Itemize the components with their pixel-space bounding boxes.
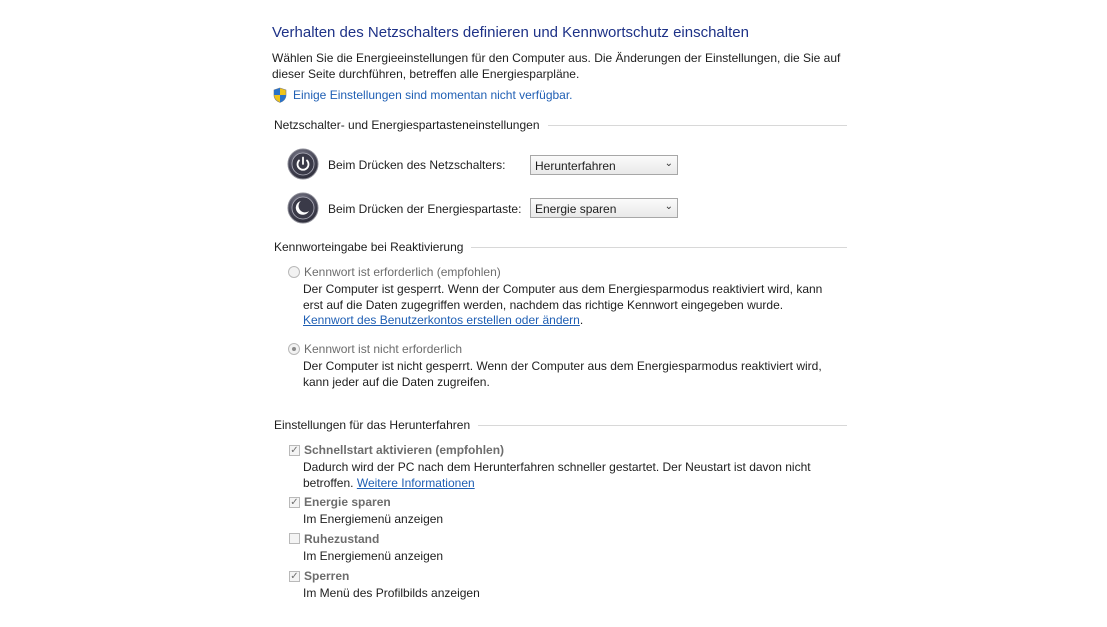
more-information-link[interactable]: Weitere Informationen: [356, 475, 475, 490]
power-button-icon: [287, 148, 319, 180]
hibernate-menu-checkbox[interactable]: [289, 533, 300, 544]
sleep-button-action-value: Energie sparen: [535, 202, 617, 216]
lock-menu-label: Sperren: [304, 569, 350, 583]
fast-startup-desc-line-1: Dadurch wird der PC nach dem Herunterfahren schneller gestartet. Der Neustart ist davon nicht: [303, 460, 811, 474]
password-not-required-desc-line-2: kann jeder auf die Daten zugreifen.: [303, 374, 490, 389]
power-buttons-group-title: Netzschalter- und Energiespartasteneinstellungen: [274, 118, 548, 132]
sleep-button-label: Beim Drücken der Energiespartaste:: [328, 202, 522, 216]
password-required-radio[interactable]: [288, 266, 300, 278]
lock-menu-description: Im Menü des Profilbilds anzeigen: [303, 586, 480, 600]
description-line-2: dieser Seite durchführen, betreffen alle Energiesparpläne.: [272, 66, 580, 81]
shutdown-group-title: Einstellungen für das Herunterfahren: [274, 418, 478, 432]
fast-startup-checkbox[interactable]: ✓: [290, 445, 299, 456]
lock-menu-checkbox[interactable]: ✓: [290, 571, 299, 582]
account-password-link-row: Kennwort des Benutzerkontos erstellen oder ändern.: [303, 313, 584, 327]
page-description: [272, 51, 842, 82]
hibernate-menu-description: Im Energiemenü anzeigen: [303, 549, 444, 563]
power-button-action-value: Herunterfahren: [535, 159, 616, 173]
power-button-action-select[interactable]: [530, 155, 678, 175]
page-title: Verhalten des Netzschalters definieren und Kennwortschutz einschalten: [272, 24, 749, 41]
unavailable-settings-link[interactable]: Einige Einstellungen sind momentan nicht verfügbar.: [293, 88, 573, 102]
unavailable-settings-row[interactable]: [272, 87, 573, 103]
password-required-description: [303, 282, 823, 329]
password-not-required-desc-line-1: Der Computer ist nicht gesperrt. Wenn der Computer aus dem Energiesparmodus reaktiviert wird,: [303, 359, 822, 373]
password-not-required-label: Kennwort ist nicht erforderlich: [304, 342, 463, 356]
fast-startup-desc-line-2-row: [303, 476, 823, 492]
sleep-button-action-select[interactable]: [530, 198, 678, 218]
fast-startup-description: [303, 460, 823, 491]
uac-shield-icon: [272, 87, 288, 103]
password-required-desc-line-1: Der Computer ist gesperrt. Wenn der Computer aus dem Energiesparmodus reaktiviert wird, kann: [303, 282, 823, 296]
password-group-header: [274, 238, 847, 256]
hibernate-menu-label: Ruhezustand: [304, 532, 380, 546]
password-not-required-description: [303, 359, 823, 390]
password-group-title: Kennworteingabe bei Reaktivierung: [274, 240, 471, 254]
password-required-desc-line-2: erst auf die Daten zugegriffen werden, nachdem das richtige Kennwort eingegeben wurde.: [303, 297, 784, 312]
description-line-1: Wählen Sie die Energieeinstellungen für den Computer aus. Die Änderungen der Einstellungen, die Sie auf: [272, 51, 841, 65]
password-not-required-radio[interactable]: [288, 343, 300, 355]
sleep-button-icon: [287, 192, 319, 224]
password-required-label: Kennwort ist erforderlich (empfohlen): [304, 265, 501, 279]
chevron-down-icon: ⌄: [664, 201, 673, 212]
sleep-menu-description: Im Energiemenü anzeigen: [303, 512, 444, 526]
power-buttons-group-header: [274, 116, 847, 134]
fast-startup-desc-line-2: betroffen.: [303, 475, 354, 490]
account-password-link[interactable]: Kennwort des Benutzerkontos erstellen oder ändern: [303, 313, 580, 327]
shutdown-group-header: [274, 416, 847, 434]
sleep-menu-checkbox[interactable]: ✓: [290, 497, 299, 508]
power-button-label: Beim Drücken des Netzschalters:: [328, 158, 506, 172]
chevron-down-icon: ⌄: [664, 158, 673, 169]
fast-startup-label: Schnellstart aktivieren (empfohlen): [304, 443, 505, 457]
sleep-menu-label: Energie sparen: [304, 495, 391, 509]
